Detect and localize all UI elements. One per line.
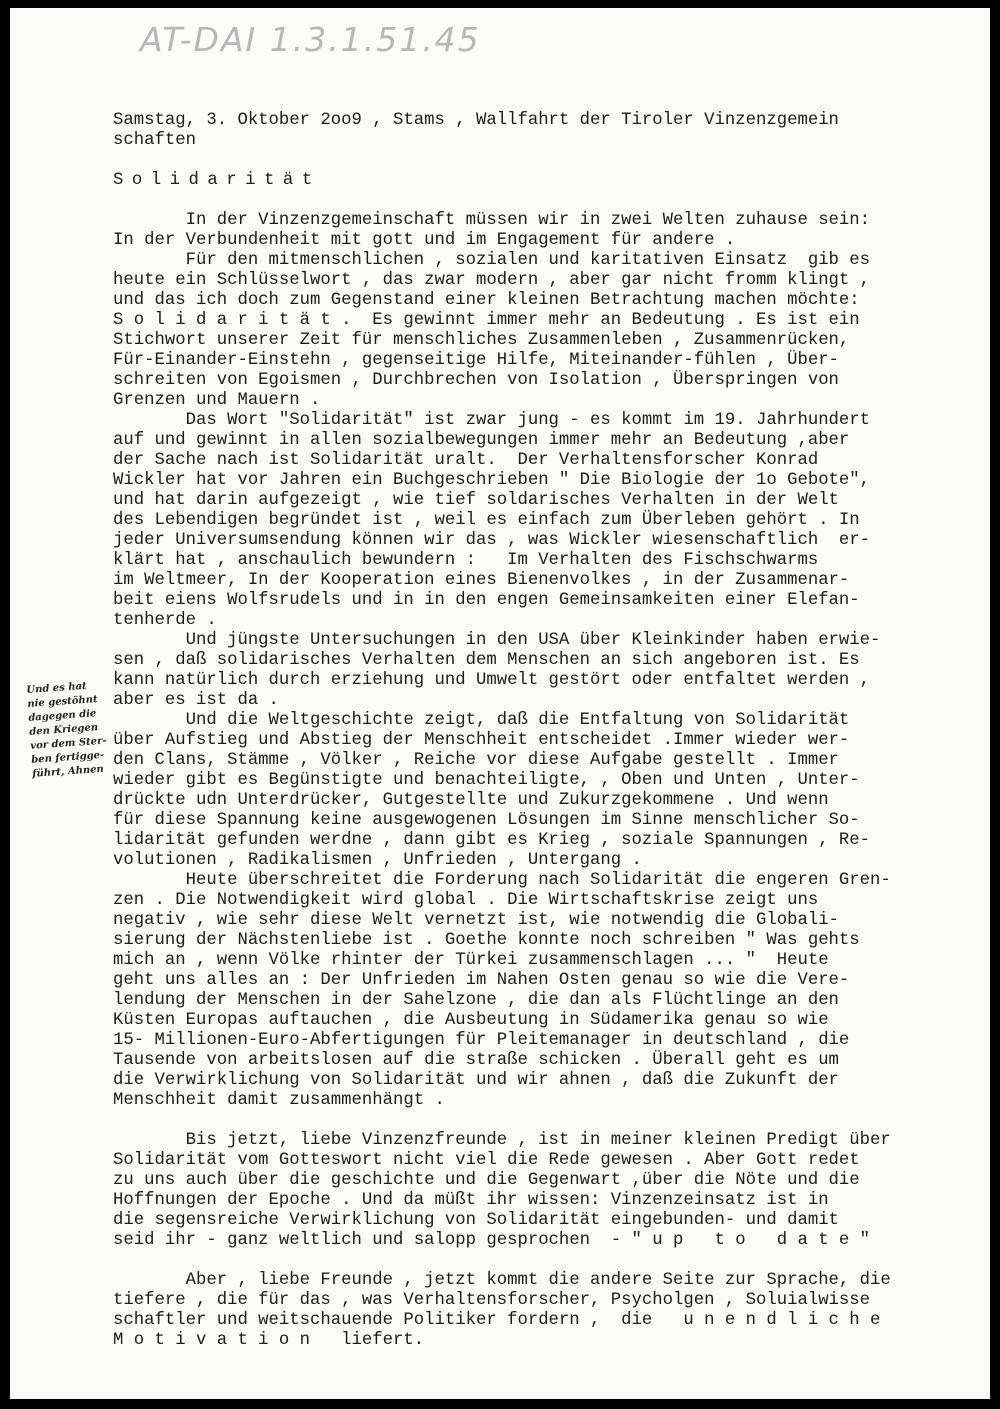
text-line: tiefere , die für das , was Verhaltensforscher, Psycholgen , Soluialwisse [113,1291,871,1310]
paragraph-block [113,1131,983,1251]
text-line: Aber , liebe Freunde , jetzt kommt die andere Seite zur Sprache, die [113,1271,891,1290]
text-line: Heute überschreitet die Forderung nach Solidarität die engeren Gren- [113,871,891,890]
text-line: zen . Die Notwendigkeit wird global . Die Wirtschaftskrise zeigt uns [113,891,819,910]
text-line: Küsten Europas auftauchen , die Ausbeutung in Südamerika genau so wie [113,1011,829,1030]
text-line: die Verwirklichung von Solidarität und wir ahnen , daß die Zukunft der [113,1071,839,1090]
text-line: volutionen , Radikalismen , Unfrieden , Untergang . [113,851,642,870]
document-page [10,8,990,1399]
archive-reference-stamp: AT-DAI 1.3.1.51.45 [140,20,481,59]
text-line: Wickler hat vor Jahren ein Buchgeschrieben " Die Biologie der 1o Gebote", [113,471,871,490]
text-line: über Aufstieg und Abstieg der Menschheit entscheidet .Immer wieder wer- [113,731,850,750]
header-block [113,111,983,151]
text-line: heute ein Schlüsselwort , das zwar modern , aber gar nicht fromm klingt , [113,271,871,290]
text-line: drückte udn Unterdrücker, Gutgestellte und Zukurzgekommene . Und wenn [113,791,829,810]
document-title: Solidarität [113,171,321,190]
text-line: sen , daß solidarisches Verhalten dem Menschen an sich angeboren ist. Es [113,651,860,670]
text-line: geht uns alles an : Der Unfrieden im Nahen Osten genau so wie die Vere- [113,971,850,990]
spacer [113,1251,983,1271]
text-line: Das Wort "Solidarität" ist zwar jung - es kommt im 19. Jahrhundert [113,411,871,430]
text-line: für diese Spannung keine ausgewogenen Lösungen im Sinne menschlicher So- [113,811,860,830]
text-line: wieder gibt es Begünstigte und benachteiligte, , Oben und Unten , Unter- [113,771,860,790]
text-line: zu uns auch über die geschichte und die Gegenwart ,über die Nöte und die [113,1171,860,1190]
typed-text [113,111,983,1351]
text-line: Hoffnungen der Epoche . Und da müßt ihr wissen: Vinzenzeinsatz ist in [113,1191,829,1210]
text-line: aber es ist da . [113,691,279,710]
margin-note-line: dagegen die [28,708,97,724]
text-line: Für-Einander-Einstehn , gegenseitige Hilfe, Miteinander-fühlen , Über- [113,351,839,370]
text-line: klärt hat , anschaulich bewundern : Im Verhalten des Fischschwarms [113,551,819,570]
spacer [113,191,983,211]
spacer [113,151,983,171]
text-line: der Sache nach ist Solidarität uralt. Der Verhaltensforscher Konrad [113,451,819,470]
header-line: schaften [113,131,196,150]
text-line: Und die Weltgeschichte zeigt, daß die Entfaltung von Solidarität [113,711,850,730]
text-line: beit eiens Wolfsrudels und in in den engen Gemeinsamkeiten einer Elefan- [113,591,860,610]
paragraph-block [113,211,983,1111]
text-line: Solidarität vom Gotteswort nicht viel die Rede gewesen . Aber Gott redet [113,1151,860,1170]
text-line: S o l i d a r i t ä t . Es gewinnt immer mehr an Bedeutung . Es ist ein [113,311,860,330]
margin-note-line: nie gestöhnt [27,694,99,710]
text-line: mich an , wenn Völke rhinter der Türkei zusammenschlagen ... " Heute [113,951,829,970]
text-line: und hat darin aufgezeigt , wie tief soldarisches Verhalten in der Welt [113,491,839,510]
margin-note-line: Und es hat [26,680,88,696]
text-line: Grenzen und Mauern . [113,391,321,410]
text-line: auf und gewinnt in allen sozialbewegungen immer mehr an Bedeutung ,aber [113,431,850,450]
text-line: lidarität gefunden werdne , dann gibt es Krieg , soziale Spannungen , Re- [113,831,871,850]
text-line: jeder Universumsendung können wir das , was Wickler wiesenschaftlich er- [113,531,871,550]
text-line: M o t i v a t i o n liefert. [113,1331,425,1350]
paragraph-block [113,1271,983,1351]
text-line: kann natürlich durch erziehung und Umwelt gestört oder entfaltet werden , [113,671,871,690]
text-line: Tausende von arbeitslosen auf die straße schicken . Überall geht es um [113,1051,839,1070]
text-line: Und jüngste Untersuchungen in den USA über Kleinkinder haben erwie- [113,631,881,650]
margin-note-line: führt, Ahnen [31,763,105,780]
text-line: im Weltmeer, In der Kooperation eines Bienenvolkes , in der Zusammenar- [113,571,850,590]
text-line: des Lebendigen begründet ist , weil es einfach zum Überleben gehört . In [113,511,860,530]
text-line: 15- Millionen-Euro-Abfertigungen für Pleitemanager in deutschland , die [113,1031,850,1050]
text-line: negativ , wie sehr diese Welt vernetzt ist, wie notwendig die Globali- [113,911,839,930]
spacer [113,1111,983,1131]
text-line: Für den mitmenschlichen , sozialen und karitativen Einsatz gib es [113,251,871,270]
text-line: die segensreiche Verwirklichung von Solidarität eingebunden- und damit [113,1211,839,1230]
text-line: seid ihr - ganz weltlich und salopp gesprochen - " u p t o d a t e " [113,1231,871,1250]
margin-note-line: vor dem Ster- [29,735,107,752]
text-line: tenherde . [113,611,217,630]
margin-note-line: ben fertigge- [30,749,105,766]
text-line: Bis jetzt, liebe Vinzenzfreunde , ist in meiner kleinen Predigt über [113,1131,891,1150]
text-line: In der Vinzenzgemeinschaft müssen wir in zwei Welten zuhause sein: [113,211,871,230]
text-line: und das ich doch zum Gegenstand einer kleinen Betrachtung machen möchte: [113,291,860,310]
text-line: den Clans, Stämme , Völker , Reiche vor diese Aufgabe gestellt . Immer [113,751,839,770]
text-line: Stichwort unserer Zeit für menschliches Zusammenleben , Zusammenrücken, [113,331,850,350]
margin-note-line: den Kriegen [28,722,99,738]
text-line: schreiten von Egoismen , Durchbrechen von Isolation , Überspringen von [113,371,839,390]
text-line: lendung der Menschen in der Sahelzone , die dan als Flüchtlinge an den [113,991,839,1010]
header-line: Samstag, 3. Oktober 2oo9 , Stams , Wallfahrt der Tiroler Vinzenzgemein [113,111,839,130]
text-line: Menschheit damit zusammenhängt . [113,1091,445,1110]
text-line: sierung der Nächstenliebe ist . Goethe konnte noch schreiben " Was gehts [113,931,860,950]
text-line: In der Verbundenheit mit gott und im Engagement für andere . [113,231,736,250]
text-line: schaftler und weitschauende Politiker fordern , die u n e n d l i c h e [113,1311,881,1330]
